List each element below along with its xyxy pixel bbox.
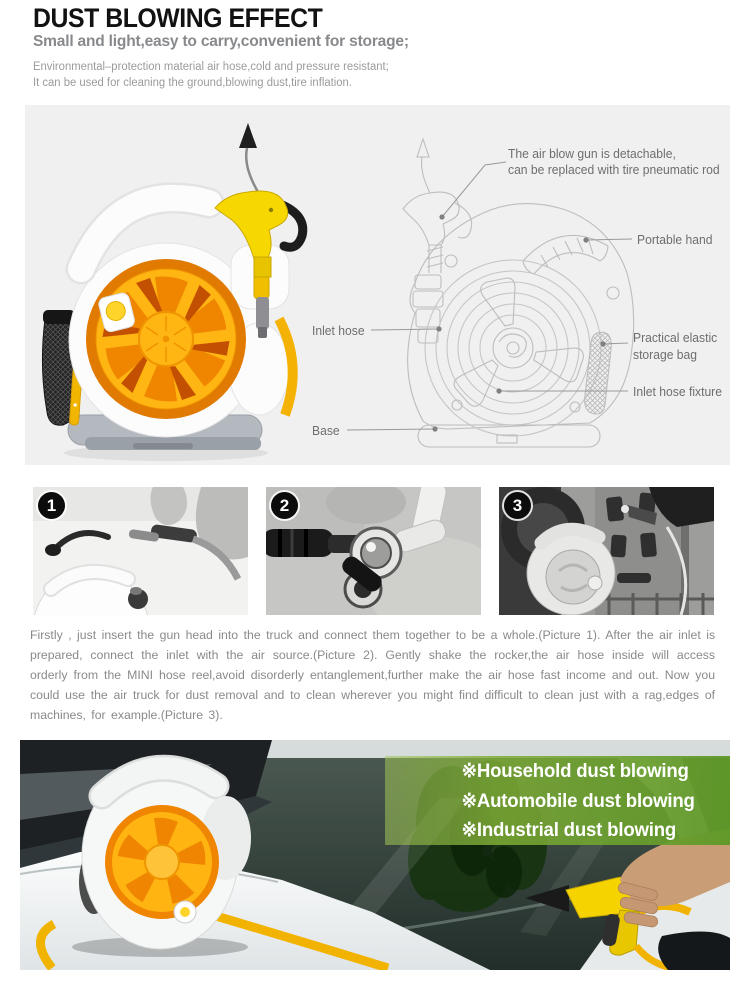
callout-inlet-hose: Inlet hose (312, 324, 365, 338)
page-subtitle: Small and light,easy to carry,convenient for storage; (33, 33, 409, 50)
usage-banner (385, 756, 730, 845)
step-3-badge: 3 (504, 492, 531, 519)
instructions-paragraph: Firstly , just insert the gun head into the truck and connect them together to be a whole.(Picture 1). After the air inlet is prepared, connect the inlet with the air source.(Picture 2). Gently shake the rocker,the air hose inside will access orderly from the MINI hose reel,avoid disorderly entanglement,further make the air hose fast income and out. Now you could use the air truck for dust removal and to clean wherever you might find difficult to clean just with a rag,edges of machines, for example.(Picture 3). (30, 628, 716, 722)
description-line-2: It can be used for cleaning the ground,blowing dust,tire inflation. (33, 77, 352, 89)
step-1-badge: 1 (38, 492, 65, 519)
page-title: DUST BLOWING EFFECT (33, 3, 323, 33)
banner-item-automobile: ※Automobile dust blowing (461, 790, 695, 812)
step-2-badge: 2 (271, 492, 298, 519)
step-picture-2 (266, 487, 481, 615)
step-3-scene (499, 487, 714, 615)
callout-base: Base (312, 424, 340, 438)
callout-storage-bag: Practical elastic storage bag (633, 331, 718, 362)
page-description (33, 59, 389, 91)
banner-item-household: ※Household dust blowing (461, 761, 689, 782)
callout-air-blow-gun: The air blow gun is detachable, can be replaced with tire pneumatic rod (508, 147, 720, 177)
callout-inlet-hose-fixture: Inlet hose fixture (633, 385, 722, 399)
step-picture-1 (33, 487, 248, 615)
step-1-scene (33, 487, 248, 615)
banner-item-industrial: ※Industrial dust blowing (461, 820, 677, 841)
step-picture-3 (499, 487, 714, 615)
hero-section (25, 105, 730, 465)
step-2-scene (266, 487, 481, 615)
callout-portable-hand: Portable hand (637, 233, 713, 247)
description-line-1: Environmental–protection material air hose,cold and pressure resistant; (33, 61, 389, 73)
application-photo (20, 740, 730, 970)
